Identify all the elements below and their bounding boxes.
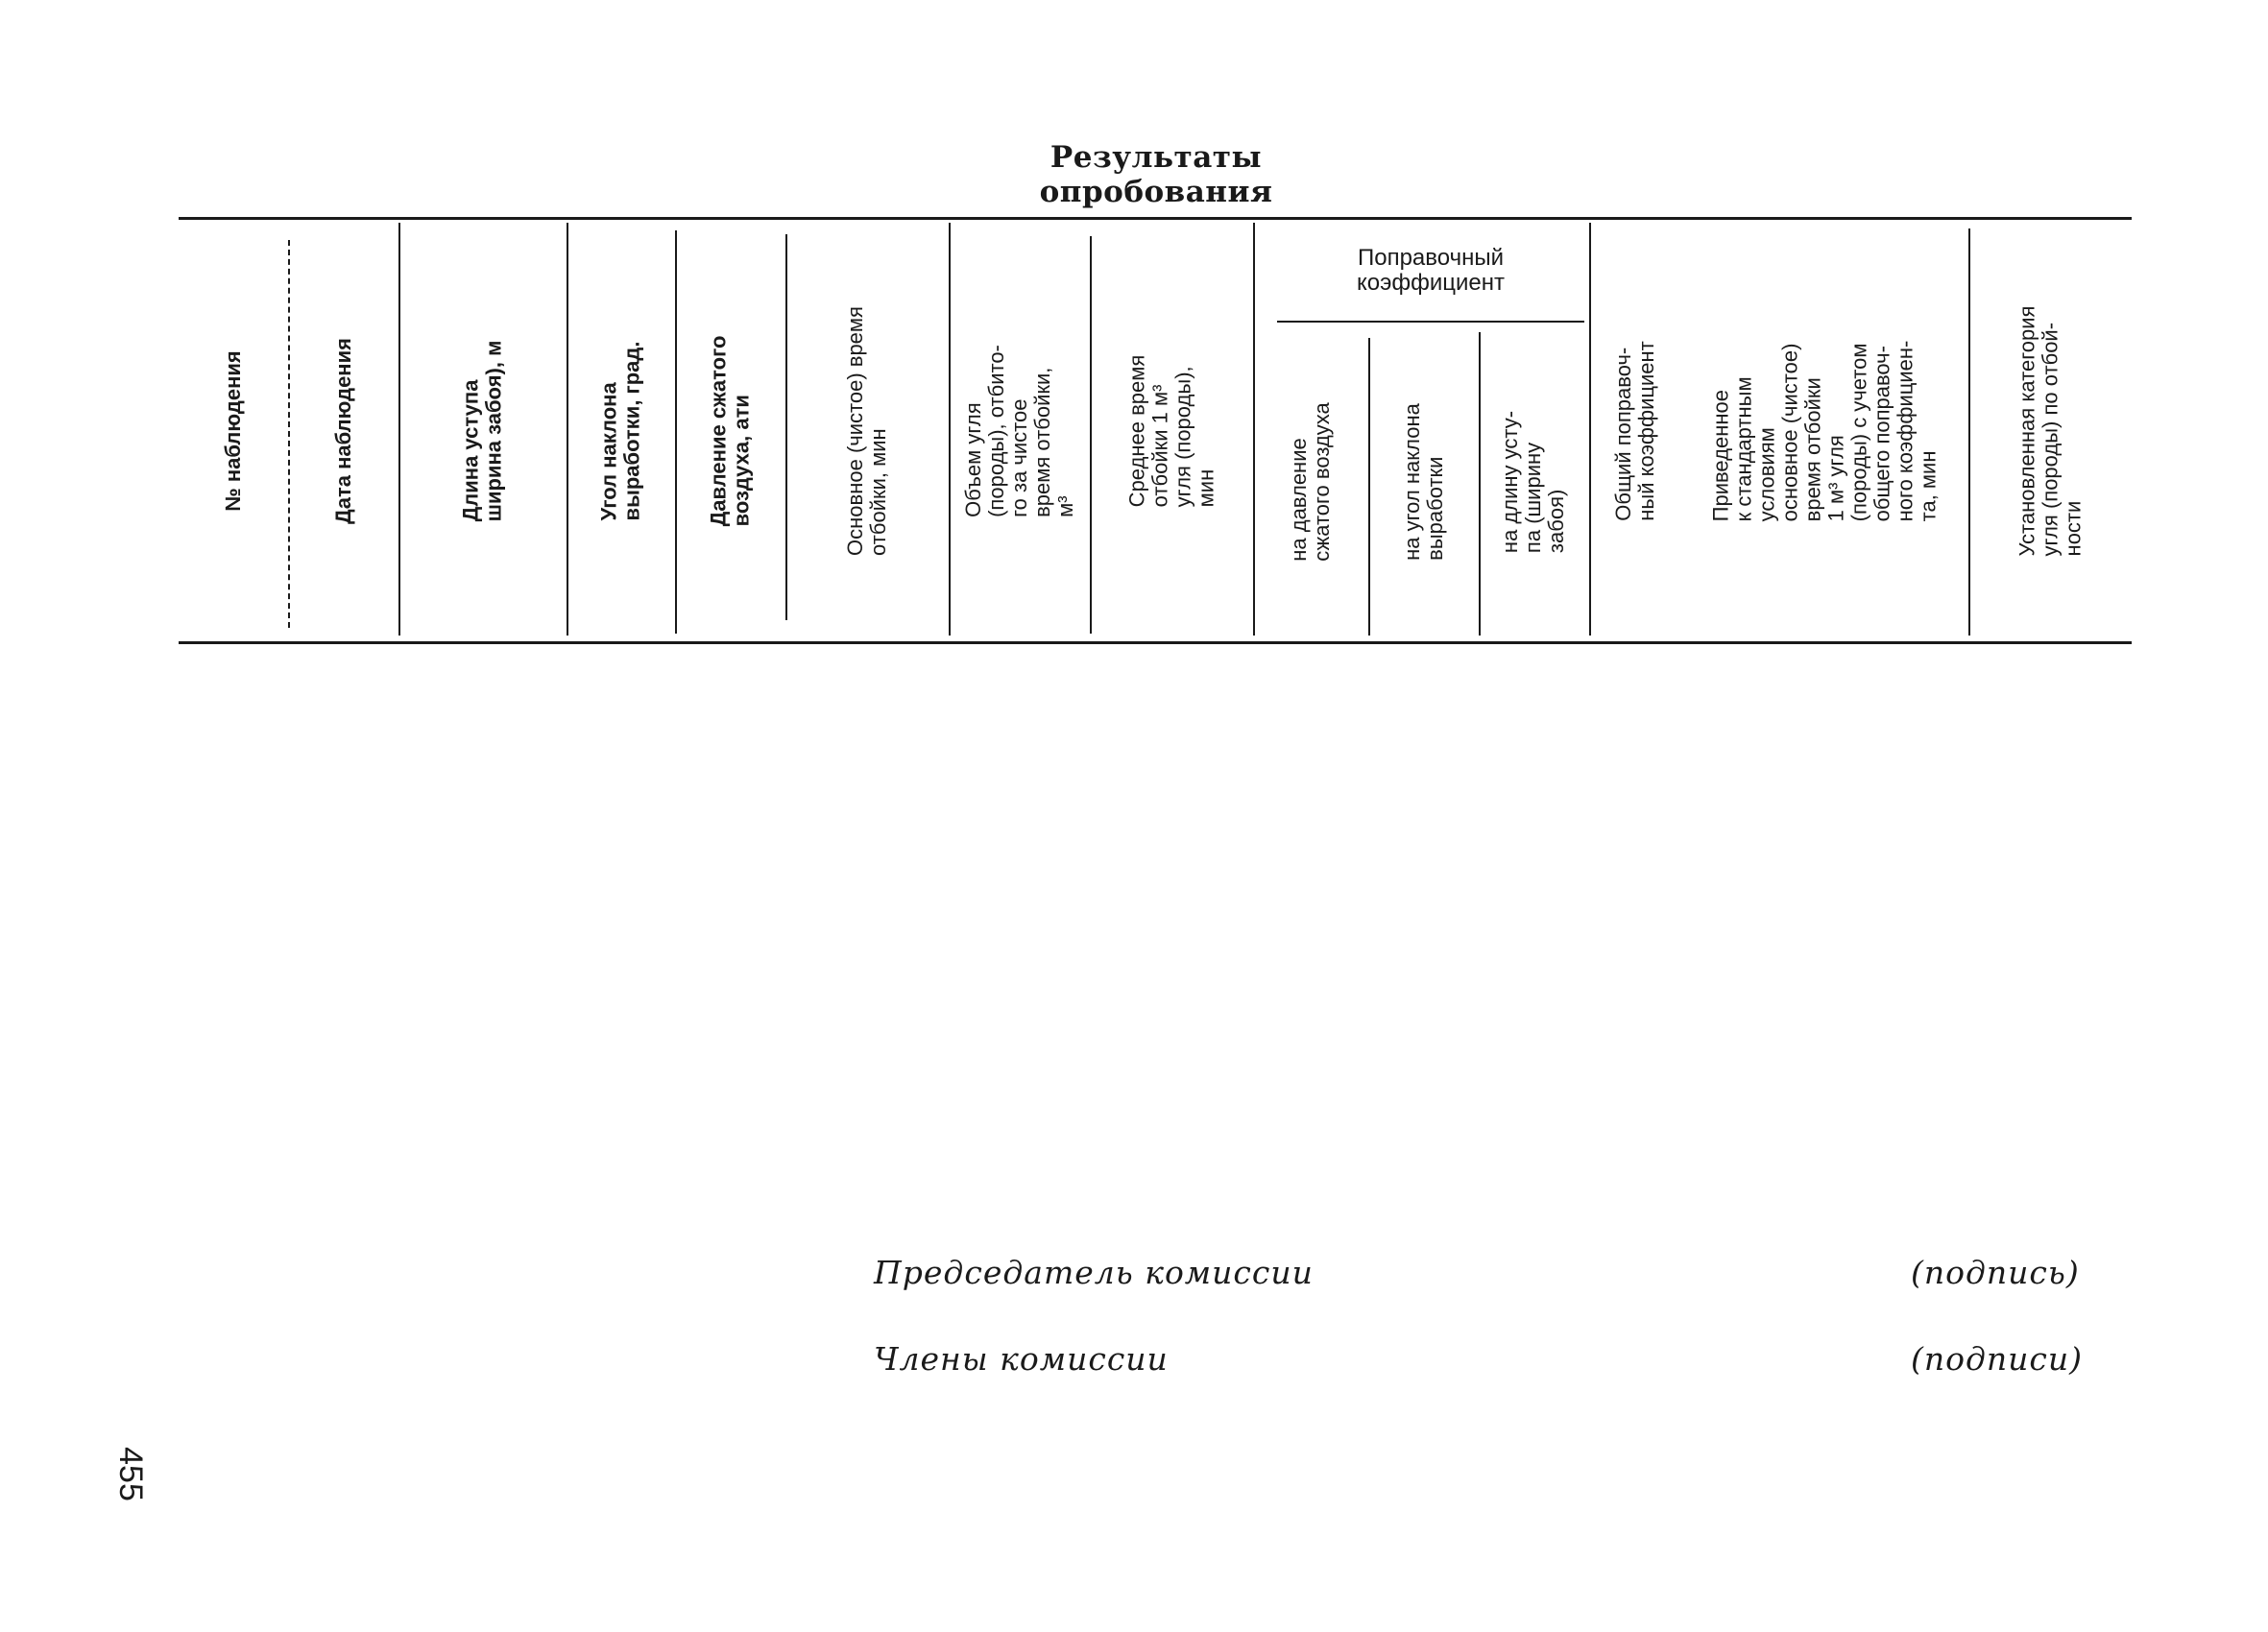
header-coal-volume: Объем угля (породы), отбито- го за чистое время отбойки, м³ (960, 344, 1077, 517)
header-coef-angle: на угол наклона выработки (1399, 403, 1447, 561)
header-ledge-length: Длина уступа ширина забоя), м (458, 340, 506, 521)
header-air-pressure: Давление сжатого воздуха, ати (706, 335, 754, 526)
chairman-label: Председатель комиссии (874, 1254, 1314, 1291)
chairman-signature: (подпись) (1911, 1254, 2080, 1291)
header-reduced-time: Приведенное к стандартным условиям основное (чистое) время отбойки 1 м³ угля (породы) с учетом общего поправоч- ного коэффициен- та, мин (1707, 340, 1940, 521)
header-observation-number: № наблюдения (221, 349, 245, 512)
header-total-coefficient: Общий поправоч- ный коэффициент (1610, 340, 1658, 521)
page-title: Результаты опробования (1039, 140, 1273, 209)
header-coef-length: на длину усту- па (ширину забоя) (1498, 410, 1569, 554)
members-label: Члены комиссии (874, 1340, 1169, 1378)
header-coef-pressure: на давление сжатого воздуха (1287, 402, 1334, 562)
header-average-time: Среднее время отбойки 1 м³ угля (породы), мин (1123, 354, 1218, 507)
header-category: Установленная категория угля (породы) по отбой- ности (2015, 305, 2085, 556)
page-number: 455 (111, 1446, 149, 1501)
header-observation-date: Дата наблюдения (330, 337, 355, 524)
members-signature: (подписи) (1911, 1340, 2084, 1378)
header-main-time: Основное (чистое) время отбойки, мин (843, 305, 890, 556)
correction-coefficient-group-header: Поправочный коэффициент (1356, 245, 1505, 296)
table-bottom-rule (179, 641, 2132, 644)
header-incline-angle: Угол наклона выработки, град. (596, 341, 644, 520)
